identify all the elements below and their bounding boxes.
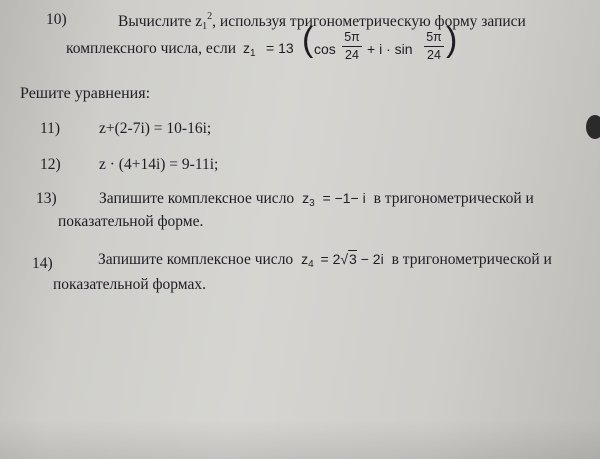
section-heading: Решите уравнения: — [20, 85, 151, 102]
z4-variable: $z_4$ — [301, 251, 314, 270]
z3-expression: = −1− i — [322, 190, 366, 206]
cos-label: cos — [314, 41, 336, 57]
plus-i-sin-label: + i · sin — [367, 41, 413, 57]
problem-11-equation: z+(2-7i) = 10-16i; — [99, 120, 212, 137]
z1-variable: $z_1$ — [243, 40, 256, 59]
problem-11-number: 11) — [40, 120, 61, 137]
problem-13-line-2: показательной форме. — [58, 213, 204, 230]
z3-variable: $z_3$ — [302, 190, 315, 209]
z4-expression: = 2√3 − 2i — [320, 251, 384, 267]
photo-shadow — [0, 420, 600, 459]
fraction-5pi-24-first: $\frac{5\pi}{24}$ — [342, 31, 362, 61]
z1-equals-13: = 13 — [266, 40, 294, 56]
fraction-5pi-24-second: $\frac{5\pi}{24}$ — [424, 31, 444, 61]
problem-10-line-1: Вычислите $z_1^2$, используя тригонометрическую форму записи — [118, 11, 526, 32]
problem-12-equation: z · (4+14i) = 9-11i; — [99, 156, 219, 173]
problem-13-number: 13) — [36, 190, 57, 207]
problem-14-line-2: показательной формах. — [53, 276, 207, 293]
paper-edge-mark — [586, 115, 600, 139]
right-parenthesis: ) — [446, 21, 458, 59]
problem-12-number: 12) — [40, 156, 61, 173]
problem-13-line-1: Запишите комплексное число $z_3 = -1- i$ в тригонометрической и — [99, 190, 534, 209]
problem-14-number: 14) — [32, 255, 53, 272]
problem-10-number: 10) — [46, 11, 67, 28]
problem-14-line-1: Запишите комплексное число $z_4 = 2√3 - 2i$ в тригонометрической и — [98, 251, 552, 270]
problem-10-line-2: комплексного числа, если — [66, 40, 237, 57]
left-parenthesis: ( — [302, 21, 314, 59]
